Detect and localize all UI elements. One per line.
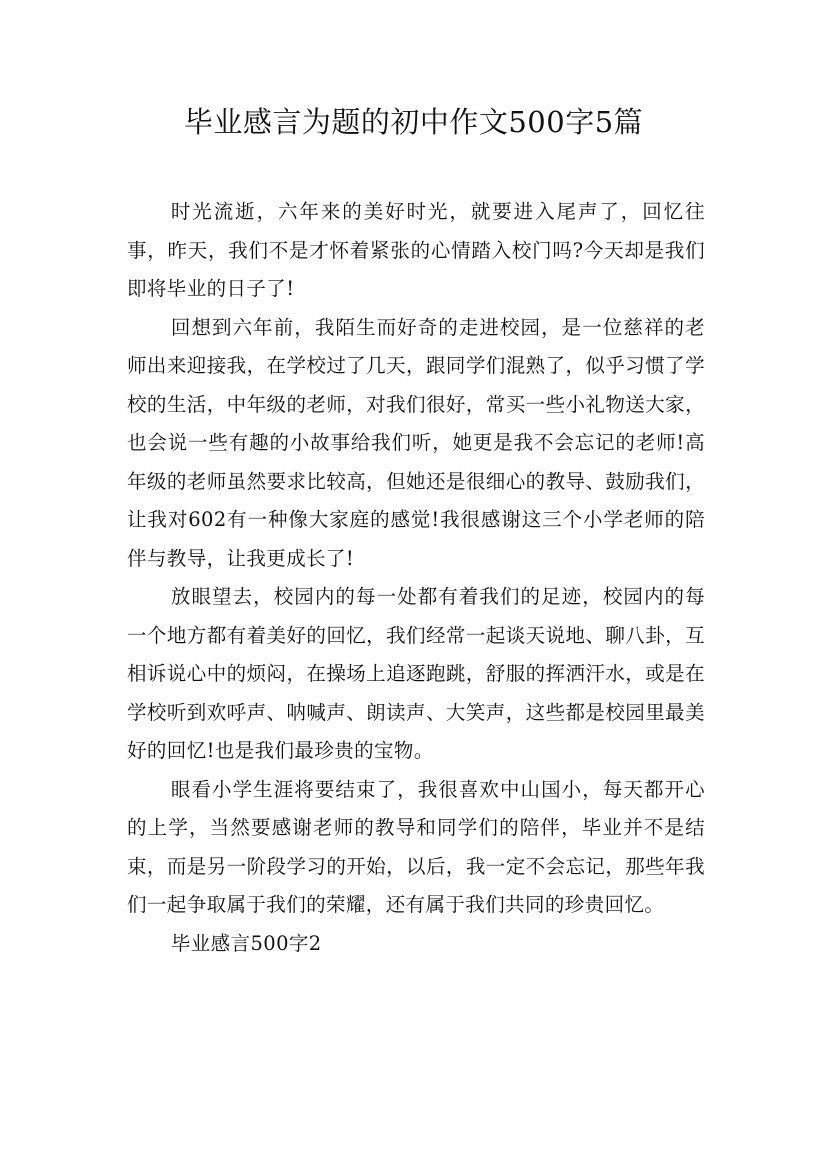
paragraph-1: 时光流逝，六年来的美好时光，就要进入尾声了，回忆往事，昨天，我们不是才怀着紧张的心情踏入校门吗?今天却是我们即将毕业的日子了!: [127, 200, 705, 300]
document-title: 毕业感言为题的初中作文500字5篇: [183, 105, 644, 139]
paragraph-2: 回想到六年前，我陌生而好奇的走进校园，是一位慈祥的老师出来迎接我，在学校过了几天，跟同学们混熟了，似乎习惯了学校的生活，中年级的老师，对我们很好，常买一些小礼物送大家，也会说一些有趣的小故事给我们听，她更是我不会忘记的老师!高年级的老师虽然要求比较高，但她还是很细心的教导、鼓励我们，让我对602有一种像大家庭的感觉!我很感谢这三个小学老师的陪伴与教导，让我更成长了!: [127, 315, 705, 570]
paragraph-3: 放眼望去，校园内的每一处都有着我们的足迹，校园内的每一个地方都有着美好的回忆，我们经常一起谈天说地、聊八卦，互相诉说心中的烦闷，在操场上追逐跑跳，舒服的挥洒汗水，或是在学校听到欢呼声、呐喊声、朗读声、大笑声，这些都是校园里最美好的回忆!也是我们最珍贵的宝物。: [127, 585, 705, 762]
paragraph-4: 眼看小学生涯将要结束了，我很喜欢中山国小，每天都开心的上学，当然要感谢老师的教导和同学们的陪伴，毕业并不是结束，而是另一阶段学习的开始，以后，我一定不会忘记，那些年我们一起争取属于我们的荣耀，还有属于我们共同的珍贵回忆。: [127, 777, 705, 916]
section-heading: 毕业感言500字2: [170, 931, 322, 955]
document-body: [127, 193, 705, 963]
